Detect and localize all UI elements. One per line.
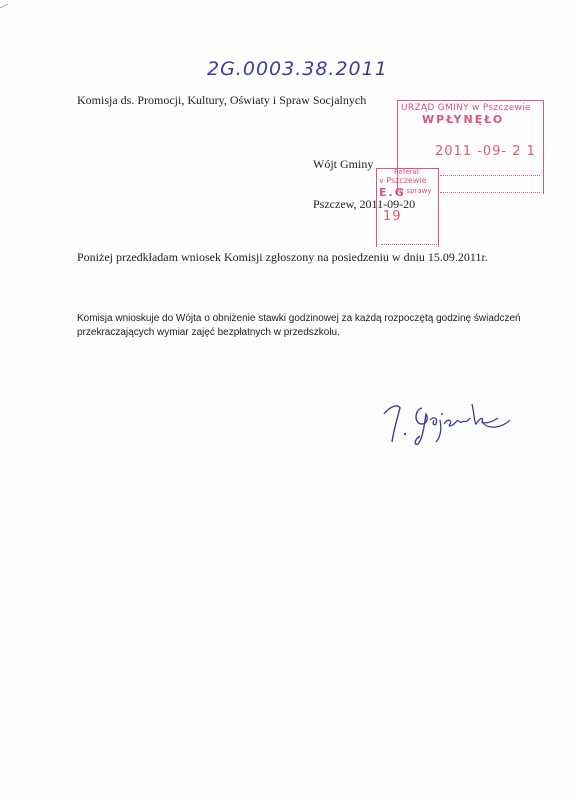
committee-name: Komisja ds. Promocji, Kultury, Oświaty i Spraw Socjalnych [77, 93, 367, 107]
intro-sentence: Poniżej przedkładam wniosek Komisji zgłoszony na posiedzeniu w dniu 15.09.2011r. [77, 250, 488, 264]
stamp-dotted-line [381, 244, 437, 245]
stamp-dotted-line [440, 192, 540, 193]
stamp-case-label: Nr sprawy [396, 187, 432, 195]
addressee: Wójt Gminy [313, 157, 374, 171]
handwritten-signature [378, 394, 518, 454]
stamp-referat: Referat [394, 168, 420, 176]
corner-mark [0, 0, 12, 12]
reference-number: 2G.0003.38.2011 [207, 58, 388, 80]
stamp-received-date: 2011 -09- 2 1 [435, 144, 536, 159]
stamp-location: v Pszczewie [379, 176, 427, 185]
stamp-code: E.G [379, 186, 406, 199]
stamp-office: URZĄD GMINY w Pszczewie [401, 103, 531, 113]
stamp-case-number: 19 [383, 209, 402, 224]
proposal-line-1: Komisja wnioskuje do Wójta o obniżenie stawki godzinowej za każdą rozpoczętą godzinę świadczeń [77, 313, 521, 324]
department-stamp [376, 168, 439, 247]
stamp-dotted-line [440, 175, 540, 176]
proposal-line-2: przekraczających wymiar zajęć bezpłatnych w przedszkolu. [77, 327, 340, 338]
stamp-received-label: WPŁYNĘŁO [422, 113, 505, 126]
place-date: Pszczew, 2011-09-20 [313, 197, 416, 211]
